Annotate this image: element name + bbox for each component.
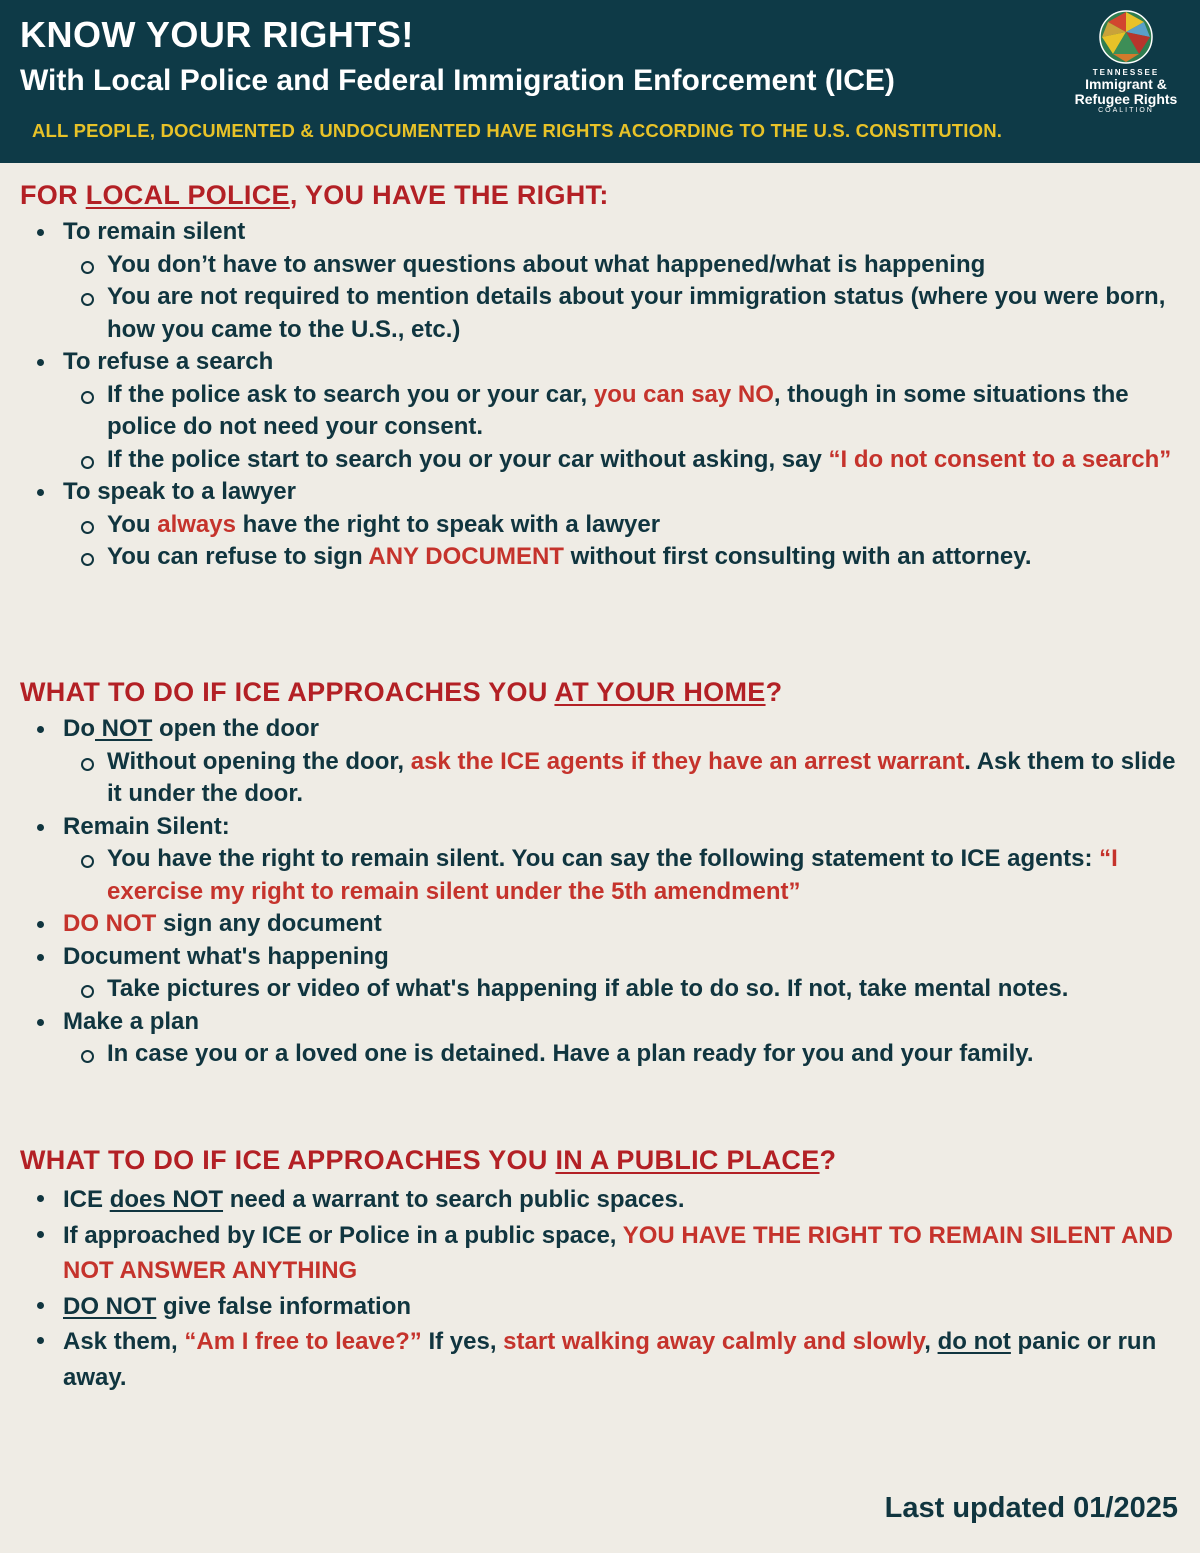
- page-title: KNOW YOUR RIGHTS!: [20, 14, 414, 55]
- list-item: To refuse a search: [0, 346, 1200, 379]
- list-item: If the police ask to search you or your car, you can say NO, though in some situations the police do not need your consent.: [0, 379, 1200, 444]
- list-item: DO NOT sign any document: [0, 908, 1200, 941]
- logo-state: TENNESSEE: [1092, 68, 1160, 77]
- list-item: You always have the right to speak with a lawyer: [0, 509, 1200, 542]
- list-item: If approached by ICE or Police in a public space, YOU HAVE THE RIGHT TO REMAIN SILENT AND NOT ANSWER ANYTHING: [0, 1218, 1200, 1289]
- last-updated: Last updated 01/2025: [884, 1492, 1178, 1524]
- logo-name-line2: Refugee Rights: [1074, 91, 1178, 107]
- section-public-place-title: WHAT TO DO IF ICE APPROACHES YOU IN A PUBLIC PLACE?: [20, 1145, 837, 1175]
- list-item: Remain Silent:: [0, 811, 1200, 844]
- list-item: DO NOT give false information: [0, 1289, 1200, 1325]
- tagline: ALL PEOPLE, DOCUMENTED & UNDOCUMENTED HAVE RIGHTS ACCORDING TO THE U.S. CONSTITUTION.: [32, 120, 1003, 141]
- list-item: Take pictures or video of what's happening if able to do so. If not, take mental notes.: [0, 973, 1200, 1006]
- list-item: If the police start to search you or your car without asking, say “I do not consent to a search”: [0, 444, 1200, 477]
- header-banner: [0, 0, 1200, 163]
- list-item: Ask them, “Am I free to leave?” If yes, start walking away calmly and slowly, do not panic or run away.: [0, 1324, 1200, 1395]
- local-police-rights-list: [0, 216, 1200, 574]
- logo-name-line1: Immigrant &: [1085, 76, 1167, 92]
- list-item: You can refuse to sign ANY DOCUMENT without first consulting with an attorney.: [0, 541, 1200, 574]
- page-subtitle: With Local Police and Federal Immigration Enforcement (ICE): [20, 64, 895, 97]
- list-item: ICE does NOT need a warrant to search public spaces.: [0, 1182, 1200, 1218]
- logo-coalition: COALITION: [1098, 107, 1154, 114]
- list-item: Make a plan: [0, 1006, 1200, 1039]
- globe-logo-icon: [1099, 10, 1153, 64]
- coalition-logo: [1060, 10, 1192, 122]
- list-item: You don’t have to answer questions about what happened/what is happening: [0, 249, 1200, 282]
- list-item: Do NOT open the door: [0, 713, 1200, 746]
- list-item: Without opening the door, ask the ICE agents if they have an arrest warrant. Ask them to slide it under the door.: [0, 746, 1200, 811]
- list-item: To remain silent: [0, 216, 1200, 249]
- list-item: Document what's happening: [0, 941, 1200, 974]
- list-item: To speak to a lawyer: [0, 476, 1200, 509]
- public-place-list: [0, 1182, 1200, 1395]
- at-home-list: [0, 713, 1200, 1071]
- list-item: You are not required to mention details about your immigration status (where you were born, how you came to the U.S., etc.): [0, 281, 1200, 346]
- section-at-home-title: WHAT TO DO IF ICE APPROACHES YOU AT YOUR HOME?: [20, 677, 783, 707]
- list-item: In case you or a loved one is detained. Have a plan ready for you and your family.: [0, 1038, 1200, 1071]
- list-item: You have the right to remain silent. You can say the following statement to ICE agents: “I exercise my right to remain silent under the 5th amendment”: [0, 843, 1200, 908]
- section-local-police-title: FOR LOCAL POLICE, YOU HAVE THE RIGHT:: [20, 180, 609, 210]
